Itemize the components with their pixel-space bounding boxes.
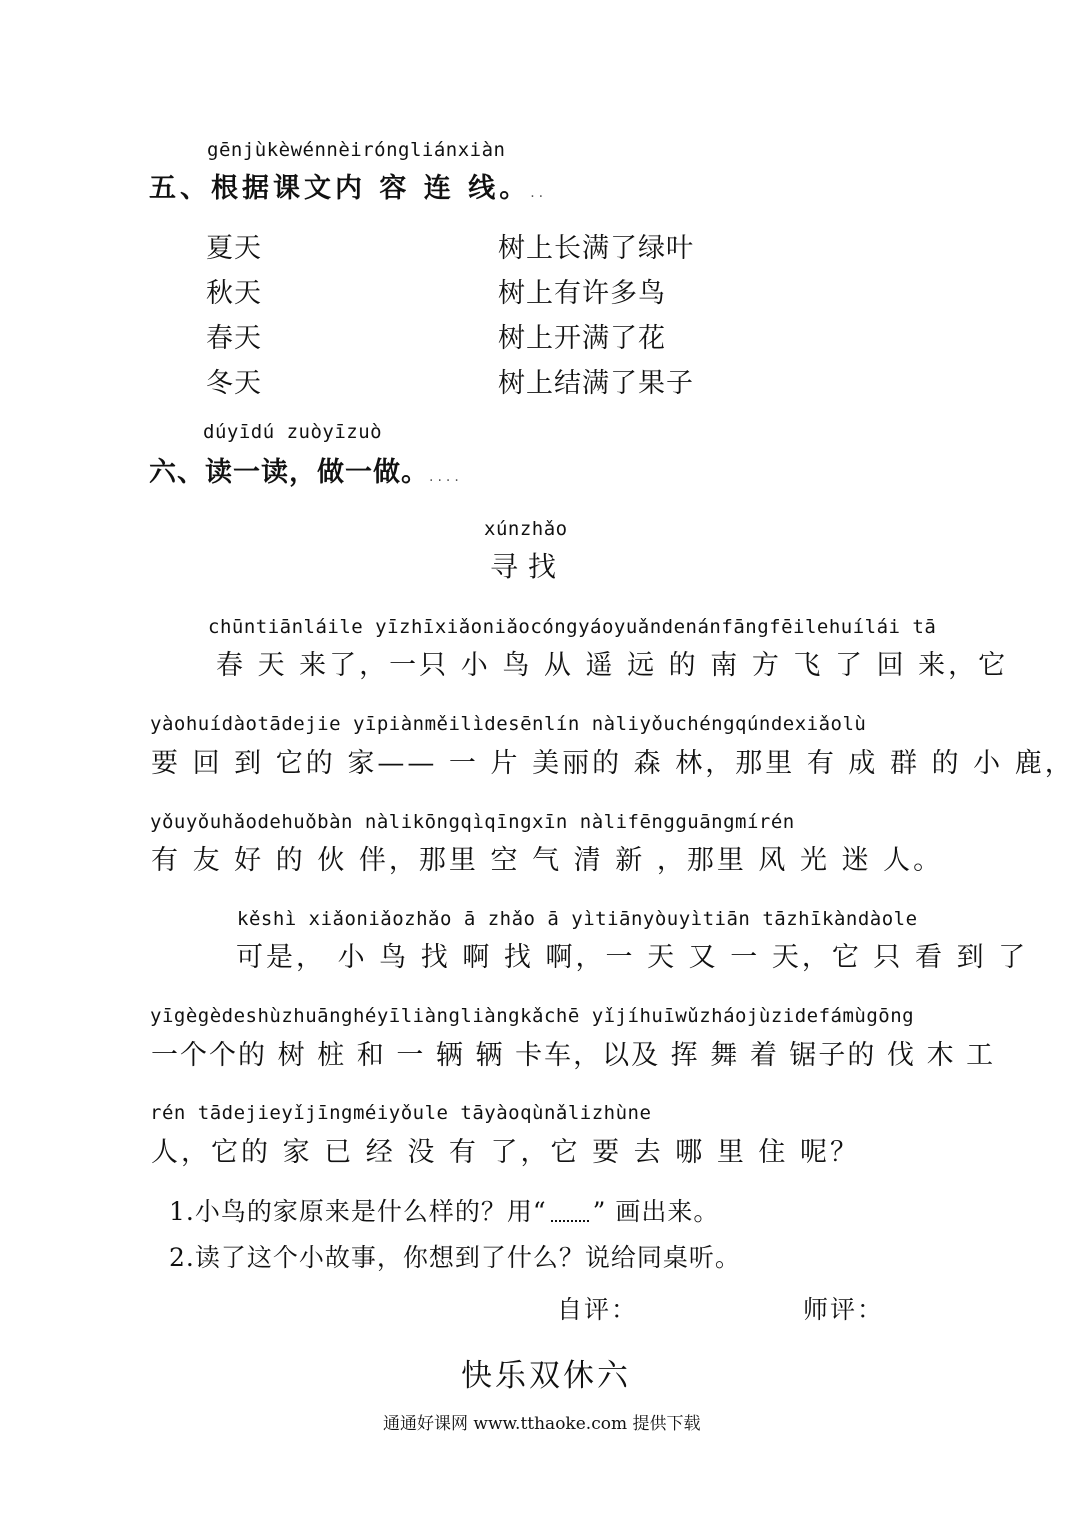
question-1-before: 1.小鸟的家原来是什么样的？用“ — [169, 1197, 547, 1226]
section5-pinyin: gēnjùkèwénnèiróngliánxiàn — [207, 139, 506, 161]
match-left-item[interactable]: 春天 — [206, 323, 262, 354]
match-right-item[interactable]: 树上开满了花 — [498, 323, 666, 354]
next-section-title: 快乐双休六 — [461, 1358, 631, 1394]
match-left-item[interactable]: 冬天 — [206, 368, 262, 399]
section6-pinyin: dúyīdú zuòyīzuò — [203, 421, 383, 443]
story-pinyin-line: rén tādejieyǐjīngméiyǒule tāyàoqùnǎlizhùne — [150, 1102, 652, 1124]
story-pinyin-line: yīgègèdeshùzhuānghéyīliàngliàngkǎchē yǐjíhuīwǔzháojùzidefámùgōng — [150, 1005, 915, 1027]
question-2: 2.读了这个小故事，你想到了什么？说给同桌听。 — [169, 1243, 741, 1272]
section5-heading — [149, 166, 547, 205]
story-text-line: 春 天 来了，一只 小 鸟 从 遥 远 的 南 方 飞 了 回 来，它 — [216, 650, 1009, 681]
story-title-pinyin: xúnzhǎo — [484, 518, 568, 540]
story-text-line: 人，它的 家 已 经 没 有 了，它 要 去 哪 里 住 呢？ — [151, 1137, 860, 1168]
section6-heading-text: 六、读一读，做一做。 — [149, 457, 429, 488]
story-text-line: 有 友 好 的 伙 伴，那里 空 气 清 新 ，那里 风 光 迷 人。 — [151, 845, 944, 876]
story-text-line: 可是， 小 鸟 找 啊 找 啊，一 天 又 一 天，它 只 看 到 了 — [236, 942, 1029, 973]
question-1 — [169, 1192, 719, 1228]
match-left-item[interactable]: 夏天 — [206, 233, 262, 264]
wavy-underline-icon — [551, 1206, 589, 1222]
story-text-line: 一个个的 树 桩 和 一 辆 辆 卡车，以及 挥 舞 着 锯子的 伐 木 工 — [151, 1040, 996, 1071]
story-pinyin-line: chūntiānláile yīzhīxiǎoniǎocóngyáoyuǎndenánfāngfēilehuílái tā — [208, 616, 937, 638]
footer-credit: 通通好课网 www.tthaoke.com 提供下载 — [383, 1414, 701, 1434]
section6-dots: .... — [429, 469, 463, 485]
story-pinyin-line: yǒuyǒuhǎodehuǒbàn nàlikōngqìqīngxīn nàlifēngguāngmírén — [150, 811, 795, 833]
match-right-item[interactable]: 树上结满了果子 — [498, 368, 694, 399]
story-title: 寻找 — [490, 550, 567, 583]
match-right-item[interactable]: 树上长满了绿叶 — [498, 233, 694, 264]
question-1-after: ” 画出来。 — [592, 1197, 720, 1226]
story-pinyin-line: kěshì xiǎoniǎozhǎo ā zhǎo ā yìtiānyòuyìtiān tāzhīkàndàole — [237, 908, 918, 930]
match-right-item[interactable]: 树上有许多鸟 — [498, 278, 666, 309]
self-evaluation-label[interactable]: 自评： — [557, 1295, 639, 1324]
match-left-item[interactable]: 秋天 — [206, 278, 262, 309]
section5-dots: .. — [530, 185, 548, 201]
section5-heading-text: 五、根据课文内 容 连 线。 — [149, 173, 531, 204]
section6-heading — [149, 450, 463, 489]
story-text-line: 要 回 到 它的 家—— 一 片 美丽的 森 林，那里 有 成 群 的 小 鹿， — [151, 748, 1075, 779]
story-pinyin-line: yàohuídàotādejie yīpiànměilìdesēnlín nàliyǒuchéngqúndexiǎolù — [150, 713, 867, 735]
teacher-evaluation-label[interactable]: 师评： — [803, 1295, 885, 1324]
